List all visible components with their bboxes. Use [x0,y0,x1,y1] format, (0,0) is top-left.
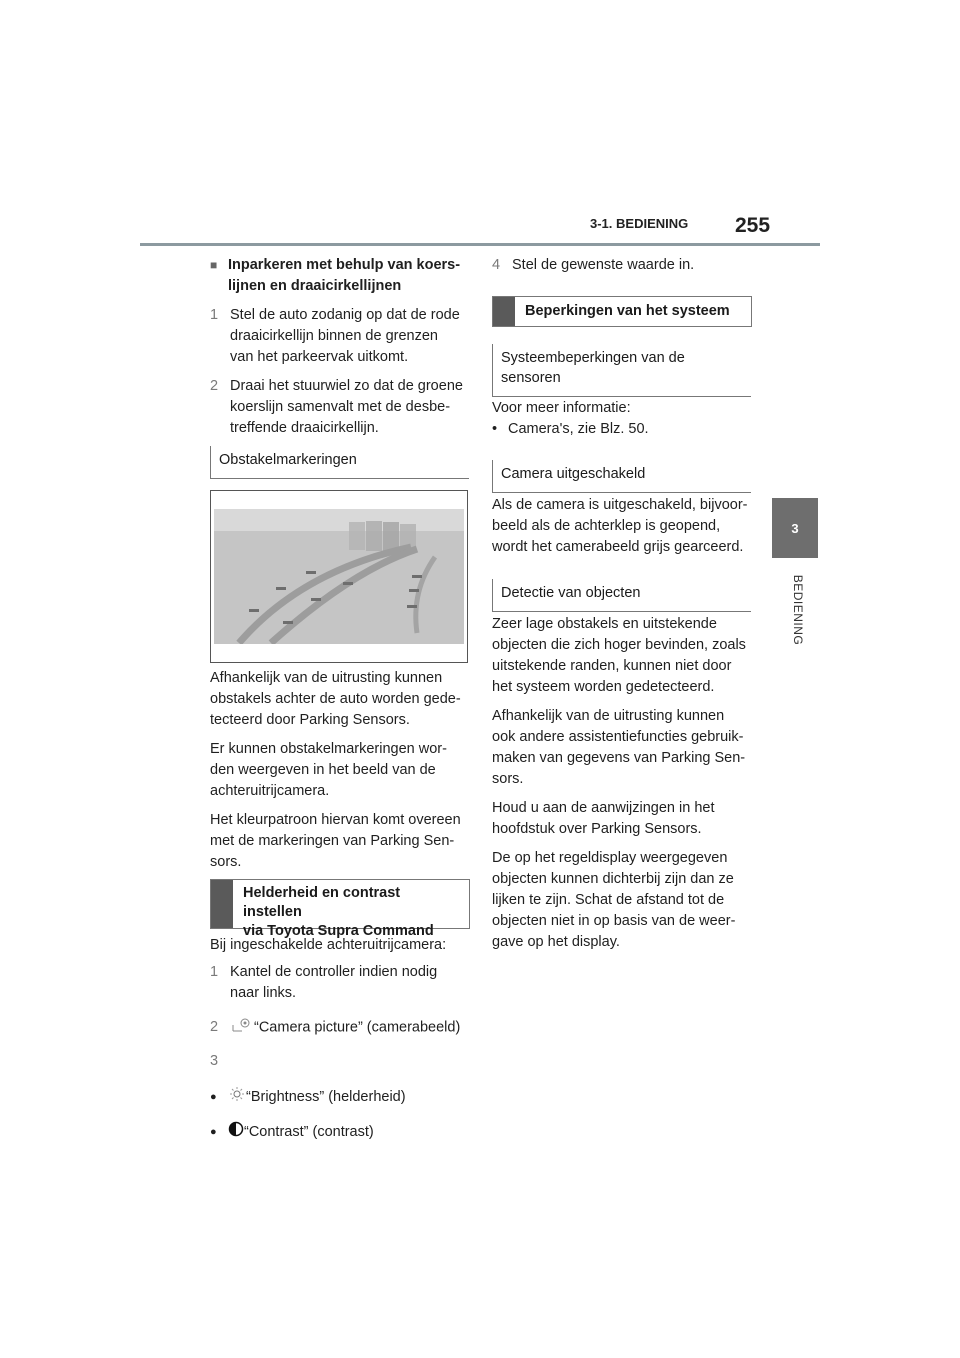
obstacle-marker [349,522,365,550]
bullet-contrast: ● “Contrast” (contrast) [210,1121,472,1144]
left-column-3 [210,935,472,1144]
brightness-icon [228,1086,246,1109]
camera-settings-icon [230,1016,254,1039]
contrast-icon [228,1121,244,1144]
bullet-item: • Camera's, zie Blz. 50. [492,421,649,437]
paragraph: Afhankelijk van de uitrusting kunnen obstakels achter de auto worden gede- tecteerd door Parking Sensors. [210,670,461,728]
subheading-object-detection: Detectie van objecten [492,579,751,612]
box-accent [211,880,233,928]
section-box-brightness: Helderheid en contrast instellen via Toyota Supra Command [210,879,470,929]
wall-band [214,509,464,531]
camera-image [210,490,468,663]
box-accent [493,297,515,326]
section-box-limitations: Beperkingen van het systeem [492,296,752,327]
step-1: 1 Stel de auto zodanig op dat de rode draaicirkellijn binnen de grenzen van het parkeervak uitkomt. [210,307,460,365]
step-3: 3 [210,1053,219,1069]
step-2: 2 Draai het stuurwiel zo dat de groene koerslijn samenvalt met de desbe- treffende draaicirkellijn. [210,378,463,436]
paragraph: Bij ingeschakelde achteruitrijcamera: [210,937,447,953]
paragraph: Het kleurpatroon hiervan komt overeen met de markeringen van Parking Sen- sors. [210,812,461,870]
paragraph: Afhankelijk van de uitrusting kunnen ook andere assistentiefuncties gebruik- maken van gegevens van Parking Sen- sors. [492,708,746,787]
paragraph: Houd u aan de aanwijzingen in het hoofdstuk over Parking Sensors. [492,800,715,837]
subheading-obstakel: Obstakelmarkeringen [210,446,469,479]
paragraph: Zeer lage obstakels en uitstekende objecten die zich hoger bevinden, zoals uitstekende randen, kunnen niet door het systeem worden gedetecteerd. [492,616,746,695]
bullet-brightness: ● “Brightness” (helderheid) [210,1086,472,1109]
right-column-3 [492,495,754,558]
paragraph: Er kunnen obstakelmarkeringen wor- den weergeven in het beeld van de achteruitrijcamera. [210,741,447,799]
chapter-tab: 3 [772,498,818,558]
right-column-4 [492,614,754,953]
paragraph: Voor meer informatie: [492,400,631,416]
page-number: 255 [735,214,771,237]
paragraph: De op het regeldisplay weergegeven objecten kunnen dichterbij zijn dan ze lijken te zijn. Schat de afstand tot de objecten niet in op basis van de weer- gave op het display. [492,850,736,950]
bullet-icon: ● [210,1091,217,1103]
camera-illustration [211,491,467,662]
left-column-2 [210,668,472,873]
subheading-camera-off: Camera uitgeschakeld [492,460,751,493]
square-marker-icon: ■ [210,258,218,272]
left-column [210,255,472,439]
header-divider [140,243,820,246]
paragraph: Als de camera is uitgeschakeld, bijvoor- beeld als de achterklep is geopend, wordt het camerabeeld grijs gearceerd. [492,497,748,555]
chapter-label: BEDIENING [791,574,805,646]
subheading-sensor-limits: Systeembeperkingen van de sensoren [492,344,751,397]
obstacle-marker [366,521,382,551]
right-column-2 [492,398,754,440]
bullet-icon: ● [210,1126,217,1138]
section-title: 3-1. BEDIENING [590,216,689,231]
heading-parking-lines: ■ Inparkeren met behulp van koers- lijnen en draaicirkellijnen [210,255,472,297]
step-2-camera-picture: 2 “Camera picture” (camerabeeld) [210,1016,472,1039]
right-column [492,255,754,276]
step-1-controller: 1 Kantel de controller indien nodig naar links. [210,964,438,1001]
step-4: 4 Stel de gewenste waarde in. [492,257,695,273]
